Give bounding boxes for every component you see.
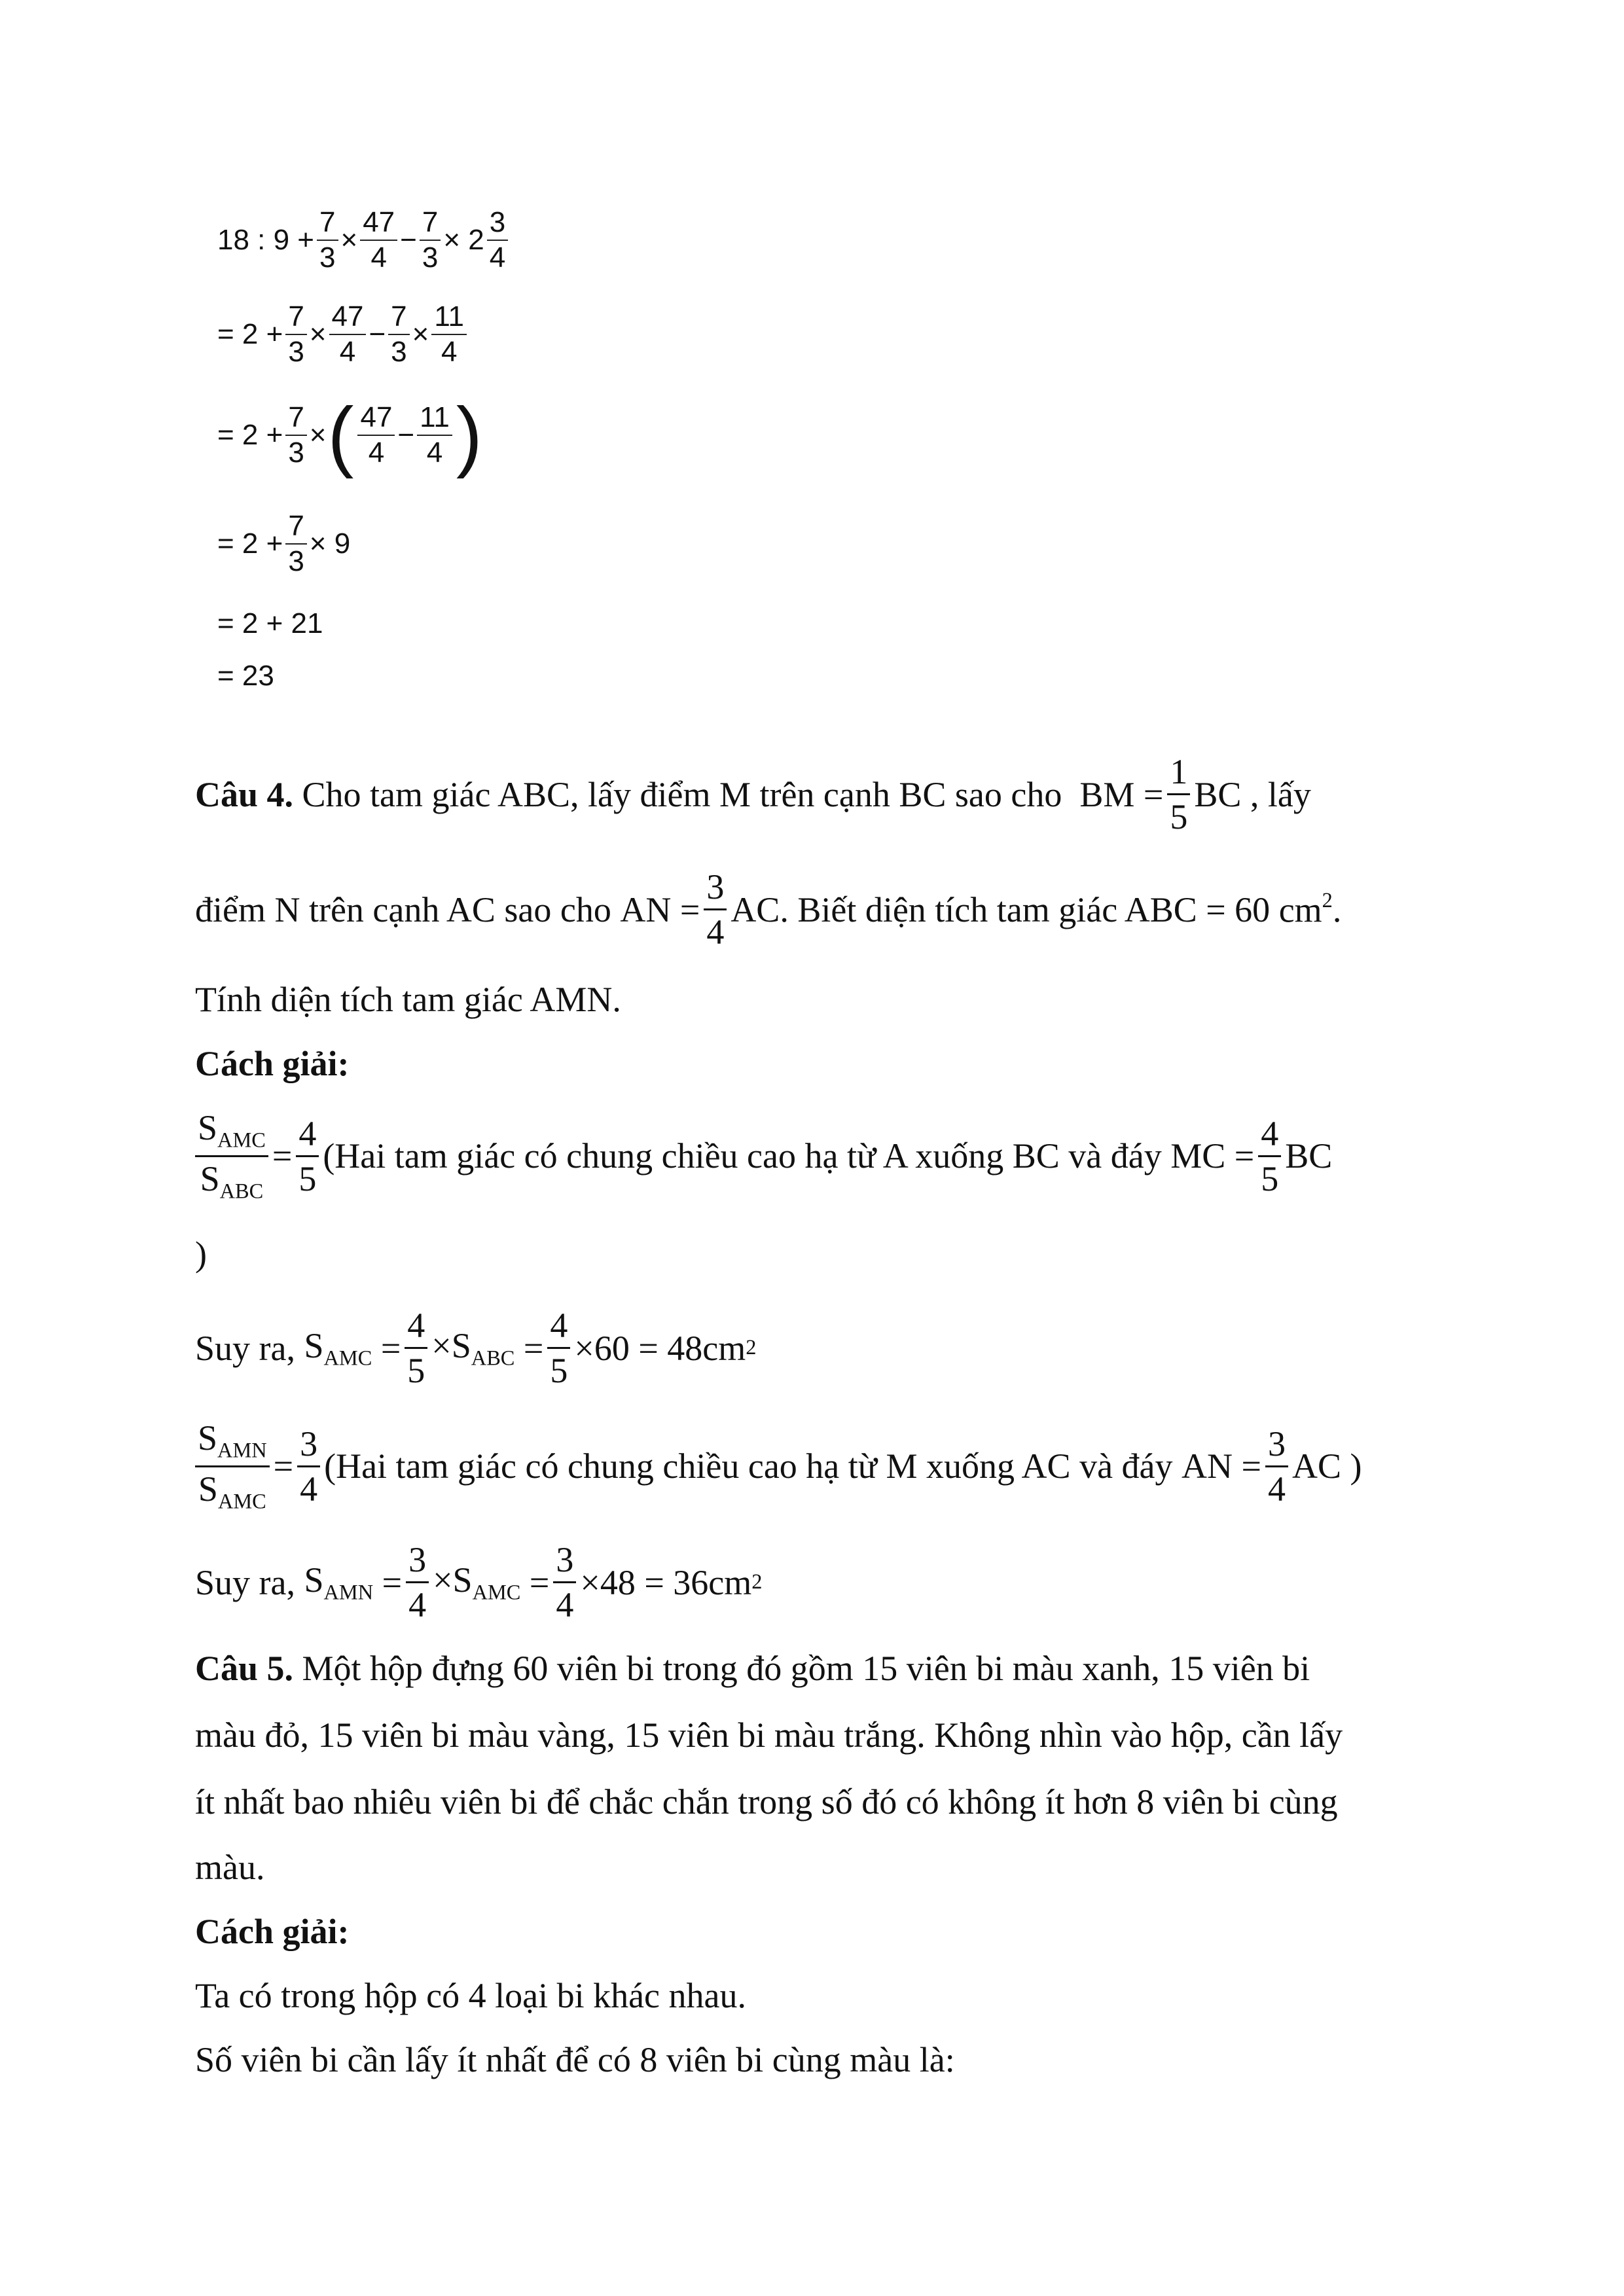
unit — [1279, 889, 1333, 931]
numerator: 1 — [1167, 754, 1190, 795]
numerator — [195, 1110, 268, 1157]
exponent: 2 — [1322, 888, 1333, 912]
numerator: 7 — [285, 512, 306, 545]
fraction — [547, 1308, 570, 1388]
operator: = — [380, 1328, 401, 1368]
fraction — [405, 1308, 427, 1388]
math-text: BC , lấy — [1194, 774, 1311, 814]
heading-text: Cách giải: — [195, 1044, 350, 1083]
operator: × — [309, 419, 327, 451]
subscript: ABC — [471, 1346, 515, 1371]
question-text: Một hộp đựng 60 viên bi trong đó gồm 15 viên bi màu xanh, 15 viên bi — [302, 1649, 1310, 1688]
numerator — [195, 1420, 270, 1467]
unit-text: cm — [1278, 890, 1322, 930]
numerator: 47 — [357, 403, 395, 436]
area-term — [433, 1560, 520, 1605]
calc-text: = 2 + — [217, 528, 283, 560]
denominator: 3 — [288, 437, 304, 469]
operator: − — [400, 224, 417, 256]
denominator: 3 — [319, 242, 336, 274]
operator: = — [273, 1446, 294, 1486]
area-symbol: S — [198, 1418, 218, 1458]
question-text: điểm N trên cạnh AC sao cho — [195, 889, 611, 929]
math-text: ×60 = 48cm — [574, 1328, 746, 1368]
sol4-heading — [195, 1043, 350, 1084]
fraction — [417, 403, 452, 467]
denominator — [196, 1467, 269, 1513]
numerator: 7 — [285, 302, 306, 335]
calc-line-2 — [217, 302, 469, 367]
numerator: 3 — [406, 1542, 429, 1583]
denominator: 5 — [1170, 797, 1188, 836]
fraction — [317, 208, 338, 272]
calc-line-1 — [217, 208, 511, 272]
denominator: 4 — [489, 242, 506, 274]
exponent: 2 — [746, 1336, 757, 1359]
denominator: 5 — [407, 1351, 425, 1390]
calc-line-6: = 23 — [217, 660, 274, 692]
fraction — [357, 403, 395, 467]
fraction — [296, 1113, 319, 1198]
subscript: ABC — [219, 1179, 264, 1204]
denominator: 4 — [368, 437, 385, 469]
q5-line-2: màu đỏ, 15 viên bi màu vàng, 15 viên bi màu trắng. Không nhìn vào hộp, cần lấy — [195, 1715, 1343, 1755]
area-term — [304, 1325, 372, 1371]
denominator: 4 — [556, 1585, 574, 1624]
sol5-line-2: Số viên bi cần lấy ít nhất để có 8 viên bi cùng màu là: — [195, 2040, 955, 2079]
subscript: AMC — [217, 1490, 266, 1514]
denominator: 4 — [441, 336, 458, 368]
operator: = — [382, 1562, 403, 1602]
denominator: 4 — [706, 912, 725, 952]
denominator: 3 — [391, 336, 407, 368]
numerator: 4 — [296, 1116, 319, 1157]
calc-line-5: = 2 + 21 — [217, 607, 323, 639]
prefix-text: Suy ra, — [195, 1562, 295, 1602]
numerator: 3 — [487, 208, 508, 241]
math-text: BC — [1285, 1136, 1333, 1176]
operator: − — [397, 419, 415, 451]
area-ratio — [195, 1110, 268, 1202]
denominator: 5 — [298, 1158, 317, 1198]
explanation-text: (Hai tam giác có chung chiều cao hạ từ M xuống AC và đáy — [324, 1446, 1173, 1486]
operator: × 2 — [443, 224, 484, 256]
area-term — [431, 1325, 514, 1371]
right-paren: ) — [456, 391, 482, 479]
denominator: 4 — [370, 242, 387, 274]
numerator: 11 — [431, 302, 467, 335]
area-symbol: S — [198, 1469, 218, 1509]
calc-text: = 2 + — [217, 419, 283, 451]
operator: × 9 — [309, 528, 351, 560]
subscript: AMC — [217, 1128, 266, 1153]
area-symbol: S — [304, 1560, 324, 1600]
math-text: AC — [731, 889, 780, 929]
numerator: 7 — [317, 208, 338, 241]
area-symbol: S — [304, 1325, 324, 1365]
fraction — [431, 302, 467, 367]
numerator: 7 — [285, 403, 306, 436]
numerator: 3 — [1265, 1426, 1288, 1467]
question-label: Câu 4. — [195, 774, 294, 814]
fraction — [704, 869, 727, 950]
explanation-text: (Hai tam giác có chung chiều cao hạ từ A xuống BC và đáy — [323, 1136, 1162, 1176]
numerator: 4 — [547, 1308, 570, 1349]
fraction — [1167, 754, 1190, 834]
q5-line-3: ít nhất bao nhiêu viên bi để chắc chắn trong số đó có không ít hơn 8 viên bi cùng — [195, 1782, 1338, 1821]
calc-line-4 — [217, 512, 350, 576]
sol4-row-2 — [195, 1308, 756, 1388]
operator: × — [309, 318, 327, 350]
heading-text: Cách giải: — [195, 1912, 350, 1951]
subscript: AMN — [323, 1581, 374, 1605]
denominator: 4 — [426, 437, 443, 469]
q5-line-4: màu. — [195, 1848, 265, 1887]
operator: = — [529, 1562, 550, 1602]
sol4-row-3 — [195, 1420, 1362, 1512]
fraction — [1265, 1426, 1288, 1507]
denominator: 3 — [422, 242, 439, 274]
fraction — [285, 403, 306, 467]
numerator: 47 — [329, 302, 367, 335]
operator: = — [272, 1136, 293, 1176]
denominator: 4 — [339, 336, 356, 368]
numerator: 3 — [553, 1542, 576, 1583]
punctuation: . — [1332, 889, 1342, 929]
sol5-heading — [195, 1911, 350, 1952]
math-text: AN = — [620, 889, 700, 929]
sol4-row-4 — [195, 1542, 762, 1623]
q4-line-2 — [195, 869, 1341, 950]
denominator: 3 — [288, 336, 304, 368]
numerator: 47 — [360, 208, 397, 241]
subscript: AMC — [323, 1346, 372, 1371]
exponent: 2 — [751, 1570, 763, 1594]
left-paren: ( — [327, 391, 354, 479]
question-text: Cho tam giác ABC, lấy điểm M trên cạnh BC sao cho — [302, 774, 1062, 814]
q4-line-1 — [195, 754, 1311, 834]
calc-text: = 2 + — [217, 318, 283, 350]
operator: × — [340, 224, 358, 256]
denominator: 5 — [550, 1351, 568, 1390]
fraction — [285, 512, 306, 576]
question-text: . Biết diện tích tam giác ABC = 60 — [780, 889, 1271, 929]
math-text: ×S — [433, 1560, 473, 1600]
area-term — [304, 1560, 373, 1605]
q5-line-1 — [195, 1648, 1310, 1689]
denominator: 4 — [1267, 1469, 1286, 1509]
numerator: 4 — [405, 1308, 427, 1349]
fraction — [360, 208, 397, 272]
closing-paren: ) — [195, 1234, 207, 1274]
math-text: BM = — [1079, 774, 1164, 814]
math-text: ×48 = 36cm — [580, 1562, 752, 1602]
area-symbol: S — [198, 1108, 218, 1147]
q4-line-3: Tính diện tích tam giác AMN. — [195, 980, 621, 1019]
area-ratio — [195, 1420, 270, 1512]
calc-text: 18 : 9 + — [217, 224, 315, 256]
subscript: AMC — [472, 1581, 521, 1605]
math-text: AC ) — [1291, 1446, 1362, 1486]
numerator: 3 — [704, 869, 727, 910]
operator: − — [369, 318, 386, 350]
denominator: 4 — [408, 1585, 427, 1624]
fraction — [1258, 1113, 1281, 1198]
fraction — [487, 208, 508, 272]
math-text: MC = — [1170, 1136, 1255, 1176]
operator: × — [412, 318, 429, 350]
numerator: 3 — [297, 1426, 320, 1467]
numerator: 7 — [420, 208, 441, 241]
denominator — [198, 1157, 266, 1202]
numerator: 7 — [388, 302, 409, 335]
numerator: 11 — [417, 403, 452, 436]
numerator: 4 — [1258, 1116, 1281, 1157]
operator: = — [523, 1328, 544, 1368]
sol5-line-1: Ta có trong hộp có 4 loại bi khác nhau. — [195, 1976, 746, 2015]
fraction — [297, 1426, 320, 1507]
math-text: AN = — [1182, 1446, 1261, 1486]
area-symbol: S — [200, 1158, 220, 1198]
sol4-row-1 — [195, 1110, 1332, 1202]
fraction — [420, 208, 441, 272]
denominator: 4 — [300, 1469, 318, 1509]
fraction — [329, 302, 367, 367]
denominator: 3 — [288, 545, 304, 577]
fraction — [406, 1542, 429, 1623]
fraction — [553, 1542, 576, 1623]
question-label: Câu 5. — [195, 1649, 294, 1688]
subscript: AMN — [217, 1439, 267, 1463]
fraction — [285, 302, 306, 367]
fraction — [388, 302, 409, 367]
prefix-text: Suy ra, — [195, 1328, 295, 1368]
denominator: 5 — [1261, 1158, 1279, 1198]
calc-line-3 — [217, 391, 484, 479]
math-text: ×S — [431, 1325, 471, 1365]
